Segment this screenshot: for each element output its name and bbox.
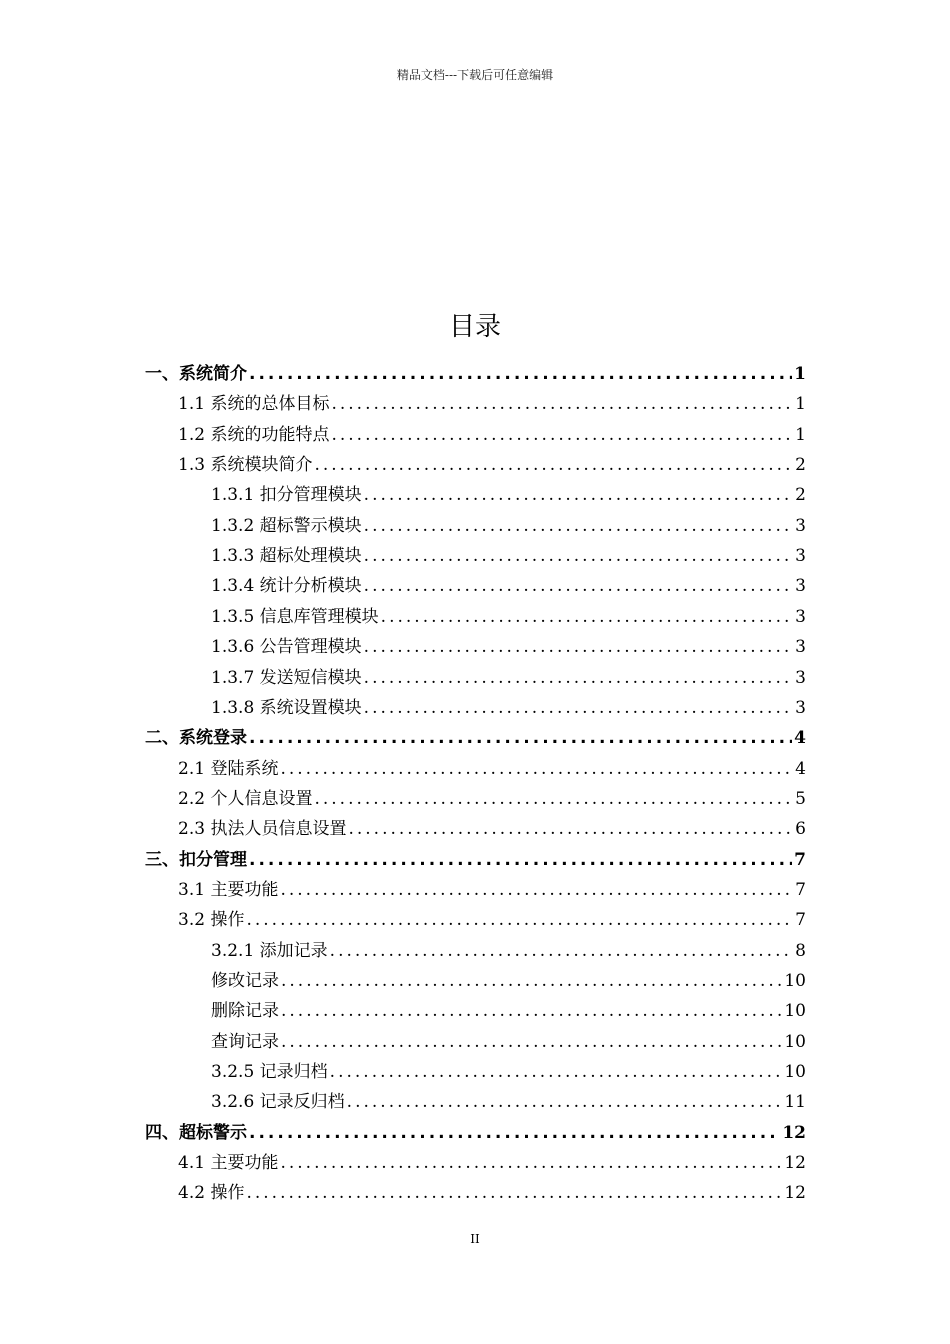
toc-entry-label: 2.3 执法人员信息设置 — [178, 819, 347, 840]
toc-entry[interactable] — [145, 841, 806, 871]
page-header: 精品文档---下载后可任意编辑 — [396, 68, 554, 82]
toc-entry-page: 5 — [795, 788, 806, 809]
toc-leader-dots — [280, 1152, 782, 1174]
toc-entry-label: 1.3.4 统计分析模块 — [211, 576, 362, 597]
toc-entry-page: 7 — [795, 879, 806, 900]
toc-entry-page: 7 — [794, 849, 806, 870]
toc-entry-page: 10 — [784, 1031, 806, 1052]
toc-entry-page: 3 — [795, 637, 806, 658]
toc-entry[interactable] — [178, 810, 806, 840]
toc-leader-dots — [281, 1031, 782, 1053]
toc-entry[interactable] — [211, 507, 806, 537]
toc-entry[interactable] — [178, 750, 806, 780]
toc-leader-dots — [364, 575, 794, 597]
toc-entry-page: 3 — [795, 667, 806, 688]
toc-entry[interactable] — [211, 628, 806, 658]
toc-entry[interactable] — [211, 537, 806, 567]
toc-entry-label: 1.1 系统的总体目标 — [178, 394, 330, 415]
toc-leader-dots — [314, 454, 793, 476]
toc-leader-dots — [364, 545, 794, 567]
toc-entry-label: 3.2.6 记录反归档 — [211, 1092, 345, 1113]
toc-entry[interactable] — [211, 962, 806, 992]
toc-entry[interactable] — [211, 1053, 806, 1083]
toc-entry-page: 1 — [795, 394, 806, 415]
toc-entry-label: 1.3.6 公告管理模块 — [211, 637, 362, 658]
toc-entry-page: 3 — [795, 546, 806, 567]
toc-entry-page: 4 — [795, 758, 806, 779]
toc-entry-page: 3 — [795, 606, 806, 627]
toc-title: 目录 — [448, 312, 501, 342]
toc-entry[interactable] — [145, 355, 806, 385]
toc-entry[interactable] — [178, 780, 806, 810]
toc-entry[interactable] — [211, 476, 806, 506]
toc-entry-label: 4.1 主要功能 — [178, 1153, 279, 1174]
toc-entry-label: 三、扣分管理 — [145, 849, 247, 870]
toc-entry-label: 1.3.5 信息库管理模块 — [211, 606, 379, 627]
toc-leader-dots — [246, 909, 793, 931]
toc-entry-page: 10 — [784, 971, 806, 991]
toc-entry-label: 删除记录 — [211, 1001, 279, 1022]
toc-entry-label: 2.2 个人信息设置 — [178, 788, 313, 809]
toc-entry[interactable] — [178, 416, 806, 446]
toc-entry-label: 2.1 登陆系统 — [178, 758, 279, 779]
toc-leader-dots — [330, 940, 794, 962]
toc-entry[interactable] — [178, 901, 806, 931]
toc-entry[interactable] — [178, 871, 806, 901]
toc-entry-page: 3 — [795, 697, 806, 718]
toc-leader-dots — [364, 636, 794, 658]
toc-entry-page: 4 — [794, 728, 806, 749]
toc-entry-page: 3 — [795, 515, 806, 536]
page-number: II — [470, 1232, 480, 1246]
toc-entry-page: 12 — [784, 1183, 806, 1204]
toc-entry-page: 7 — [795, 910, 806, 931]
toc-entry-label: 1.3 系统模块简介 — [178, 455, 313, 476]
toc-entry-page: 10 — [784, 1001, 806, 1022]
toc-entry-label: 修改记录 — [211, 971, 279, 991]
toc-entry[interactable] — [211, 689, 806, 719]
toc-leader-dots — [280, 758, 793, 780]
toc-entry[interactable] — [178, 446, 806, 476]
toc-leader-dots — [347, 1091, 783, 1113]
toc-entry[interactable] — [211, 932, 806, 962]
toc-entry[interactable] — [178, 1174, 806, 1204]
toc-entry[interactable] — [211, 992, 806, 1022]
toc-entry-page: 1 — [795, 424, 806, 445]
toc-entry-label: 3.2.1 添加记录 — [211, 940, 328, 961]
toc-entry-page: 3 — [795, 576, 806, 597]
toc-leader-dots — [246, 1182, 782, 1204]
toc-entry-page: 12 — [784, 1153, 806, 1174]
toc-leader-dots — [364, 515, 794, 537]
toc-entry-page: 12 — [782, 1122, 806, 1143]
toc-entry-label: 4.2 操作 — [178, 1183, 245, 1204]
toc-entry-label: 3.1 主要功能 — [178, 879, 279, 900]
toc-entry-label: 3.2 操作 — [178, 910, 245, 931]
toc-entry-label: 四、超标警示 — [145, 1122, 247, 1143]
toc-entry-label: 1.3.8 系统设置模块 — [211, 697, 362, 718]
toc-leader-dots — [249, 727, 792, 749]
toc-entry-page: 11 — [784, 1092, 806, 1113]
toc-entry-label: 1.2 系统的功能特点 — [178, 424, 330, 445]
toc-leader-dots — [281, 1000, 782, 1022]
toc-leader-dots — [314, 788, 793, 810]
toc-leader-dots — [249, 849, 792, 871]
toc-entry-label: 二、系统登录 — [145, 728, 247, 749]
toc-leader-dots — [249, 363, 792, 385]
toc-leader-dots — [249, 1122, 780, 1144]
toc-entry[interactable] — [145, 1114, 806, 1144]
toc-entry-label: 1.3.7 发送短信模块 — [211, 667, 362, 688]
toc-entry-page: 2 — [795, 455, 806, 476]
toc-entry[interactable] — [211, 1023, 806, 1053]
toc-leader-dots — [331, 424, 793, 446]
toc-entry-label: 3.2.5 记录归档 — [211, 1062, 328, 1083]
toc-entry[interactable] — [178, 1144, 806, 1174]
toc-leader-dots — [281, 970, 782, 992]
toc-entry-page: 2 — [795, 485, 806, 506]
toc-entry-label: 查询记录 — [211, 1031, 279, 1052]
toc-entry[interactable] — [211, 598, 806, 628]
toc-entry-label: 1.3.2 超标警示模块 — [211, 515, 362, 536]
toc-entry-page: 8 — [795, 940, 806, 961]
toc-entry[interactable] — [211, 567, 806, 597]
toc-leader-dots — [348, 818, 793, 840]
toc-entry-label: 一、系统简介 — [145, 364, 247, 384]
toc-entry-label: 1.3.3 超标处理模块 — [211, 546, 362, 567]
toc-leader-dots — [381, 606, 794, 628]
toc-entry-page: 1 — [794, 364, 806, 384]
toc-entry-page: 6 — [795, 819, 806, 840]
toc-entry[interactable] — [145, 719, 806, 749]
toc-leader-dots — [364, 697, 794, 719]
toc-leader-dots — [364, 667, 794, 689]
toc-entry-page: 10 — [784, 1062, 806, 1083]
toc-entry[interactable] — [211, 1083, 806, 1113]
toc-entry[interactable] — [211, 659, 806, 689]
toc-entry[interactable] — [178, 385, 806, 415]
toc-leader-dots — [330, 1061, 783, 1083]
toc-leader-dots — [331, 393, 793, 415]
toc-leader-dots — [364, 484, 794, 506]
toc-leader-dots — [280, 879, 793, 901]
toc-entry-label: 1.3.1 扣分管理模块 — [211, 485, 362, 506]
